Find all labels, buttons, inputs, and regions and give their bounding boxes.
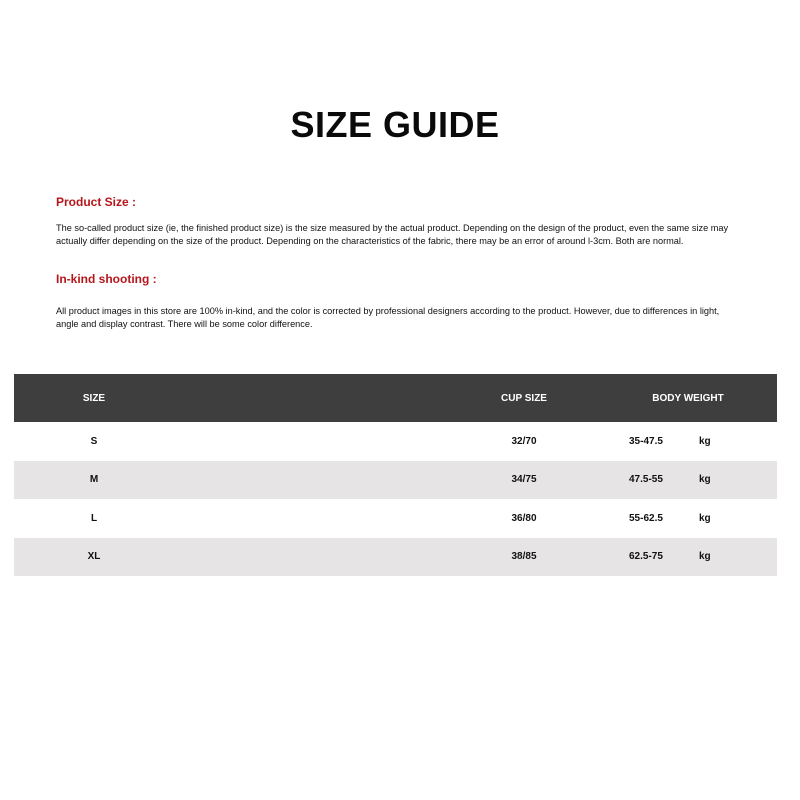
weight-range: 47.5-55 xyxy=(629,474,663,486)
product-size-heading: Product Size : xyxy=(56,195,137,209)
cell-body-weight xyxy=(629,436,747,447)
cell-cup-size: 34/75 xyxy=(511,474,537,486)
header-size: SIZE xyxy=(82,392,106,404)
weight-unit: kg xyxy=(699,435,711,447)
cell-size: XL xyxy=(87,551,101,563)
weight-unit: kg xyxy=(699,512,711,524)
cell-body-weight xyxy=(629,513,747,524)
product-size-text: The so-called product size (ie, the finished product size) is the size measured by the actual product. Depending on the design of the product, even the same size may actually differ depending on the size of the product. Depending on the characteristics of the fabric, there may be an error of around l-3cm. Both are normal. xyxy=(56,223,729,246)
header-cup-size: CUP SIZE xyxy=(501,392,547,404)
cell-size: M xyxy=(89,474,99,486)
weight-range: 62.5-75 xyxy=(629,551,663,563)
cell-cup-size: 36/80 xyxy=(511,512,537,524)
in-kind-shooting-text: All product images in this store are 100% in-kind, and the color is corrected by professional designers according to the product. However, due to differences in light, angle and display contrast. There will be some color difference. xyxy=(56,306,720,329)
page-title: SIZE GUIDE xyxy=(290,104,500,145)
table-row xyxy=(14,499,777,538)
table-row xyxy=(14,461,777,500)
weight-range: 55-62.5 xyxy=(629,512,663,524)
size-table xyxy=(14,374,777,576)
cell-cup-size: 38/85 xyxy=(511,551,537,563)
cell-size: L xyxy=(90,512,98,524)
weight-unit: kg xyxy=(699,551,711,563)
size-table-header xyxy=(14,374,777,422)
weight-range: 35-47.5 xyxy=(629,435,663,447)
cell-size: S xyxy=(90,435,98,447)
cell-cup-size: 32/70 xyxy=(511,435,537,447)
in-kind-shooting-heading: In-kind shooting : xyxy=(56,272,157,286)
header-body-weight: BODY WEIGHT xyxy=(652,392,724,404)
table-row xyxy=(14,538,777,577)
table-row xyxy=(14,422,777,461)
weight-unit: kg xyxy=(699,474,711,486)
cell-body-weight xyxy=(629,474,747,485)
cell-body-weight xyxy=(629,551,747,562)
